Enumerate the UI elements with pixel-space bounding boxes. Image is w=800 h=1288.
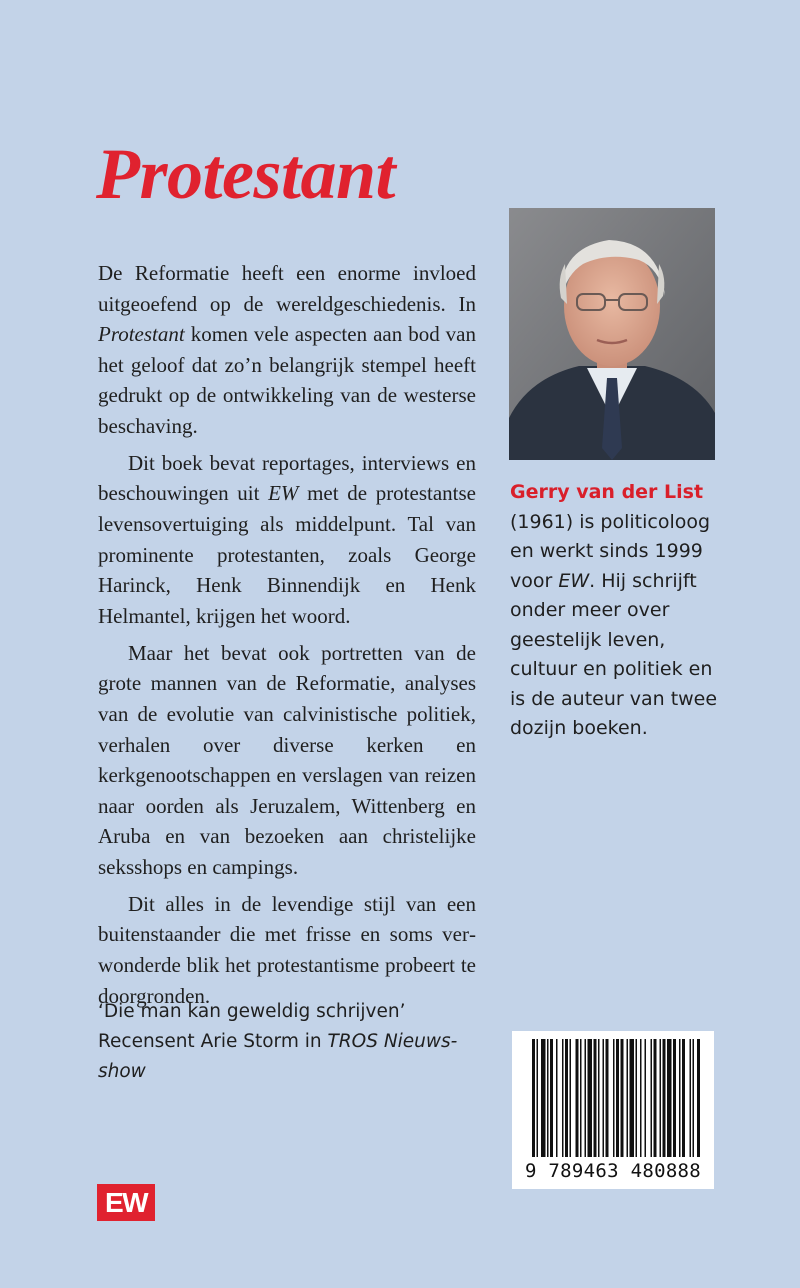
barcode-bar [667, 1039, 672, 1157]
barcode-bar [594, 1039, 597, 1157]
author-photo [509, 208, 715, 460]
blurb-paragraph-1: De Reformatie heeft een enorme invloed uitgeoefend op de wereldgeschiedenis. In Protestant komen vele aspecten aan bod van het geloof dat zo’n belangrijk stempel heeft gedrukt op de ontwikkeling van de westerse beschaving. [98, 261, 476, 438]
barcode-bar [565, 1039, 568, 1157]
barcode-bar [537, 1039, 539, 1157]
review-quote [98, 997, 468, 1087]
barcode-bar [585, 1039, 587, 1157]
book-title: Protestant [96, 134, 396, 214]
barcode-bar [690, 1039, 692, 1157]
author-bio [510, 478, 724, 744]
blurb-paragraph-3: Maar het bevat ook portretten van de grote mannen van de Reformatie, analyses van de evolutie van calvinistische politiek, verhalen over diverse kerken en kerkgenootschappen en verslagen van reizen naar oorden als Jeruzalem, Wittenberg en Aruba en van bezoeken aan christelijke seksshops en campings. [98, 640, 476, 879]
author-description: (1961) is politicoloog en werkt sinds 1999 voor EW. Hij schrijft onder meer over geestelijk leven, cultuur en politiek en is de auteur van twee dozijn boeken. [510, 510, 718, 739]
barcode-bar [570, 1039, 572, 1157]
barcode-bar [588, 1039, 593, 1157]
barcode-bar [627, 1039, 629, 1157]
barcode-bar [550, 1039, 553, 1157]
quote-source: show [98, 1061, 146, 1082]
barcode-bar [613, 1039, 615, 1157]
barcode-bar [651, 1039, 653, 1157]
barcode-bar [556, 1039, 558, 1157]
isbn-digits: 9 789463 480888 [524, 1160, 702, 1182]
barcode-bar [679, 1039, 681, 1157]
barcode-bar [660, 1039, 662, 1157]
barcode-bar [682, 1039, 685, 1157]
barcode-bar [697, 1039, 700, 1157]
publisher-logo: EW [97, 1184, 155, 1221]
barcode-bar [606, 1039, 609, 1157]
barcode-bar [673, 1039, 676, 1157]
barcode-bar [630, 1039, 635, 1157]
quote-text: ‘Die man kan geweldig schrijven’ [98, 1001, 406, 1022]
barcode-bar [636, 1039, 638, 1157]
barcode-bar [616, 1039, 619, 1157]
barcode-bar [693, 1039, 695, 1157]
barcode-bar [532, 1039, 535, 1157]
blurb-paragraph-4: Dit alles in de levendige stijl van een buitenstaander die met frisse en soms verwonderde blik het protestantisme probeert te doorgronden. [98, 891, 476, 1008]
barcode-bar [603, 1039, 605, 1157]
barcode-bar [576, 1039, 579, 1157]
barcode-bar [547, 1039, 549, 1157]
barcode-bar [562, 1039, 564, 1157]
quote-attribution: Recensent Arie Storm in TROS Nieuws- [98, 1031, 458, 1052]
blurb [98, 258, 476, 1011]
isbn-barcode [512, 1031, 714, 1189]
barcode-bar [645, 1039, 647, 1157]
barcode-bar [640, 1039, 642, 1157]
barcode-bar [654, 1039, 657, 1157]
barcode-bar [663, 1039, 666, 1157]
barcode-bar [621, 1039, 624, 1157]
author-name: Gerry van der List [510, 481, 704, 503]
barcode-bars [512, 1031, 714, 1161]
blurb-paragraph-2: Dit boek bevat reportages, interviews en beschouwingen uit EW met de protestantse levensovertuiging als middelpunt. Tal van prominente protestanten, zoals George Harinck, Henk Binnendijk en Henk Helmantel, krijgen het woord. [98, 450, 476, 628]
barcode-bar [598, 1039, 600, 1157]
barcode-bar [580, 1039, 582, 1157]
barcode-bar [541, 1039, 546, 1157]
